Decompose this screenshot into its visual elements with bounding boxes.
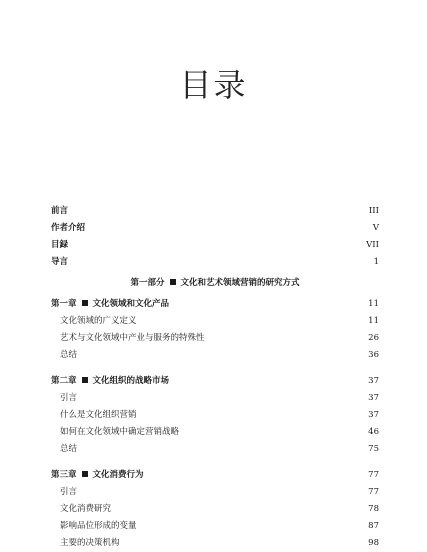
toc-entry-label: 导言 [51,257,69,267]
toc-section[interactable] [51,441,379,458]
toc-entry-preface[interactable] [51,203,379,220]
toc-section-label: 文化消费研究 [60,504,112,514]
toc-section[interactable] [51,518,379,535]
toc-section-label: 引言 [60,487,78,497]
toc-section[interactable] [51,484,379,501]
table-of-contents [51,203,379,552]
chapter-prefix: 第三章 [51,470,77,480]
chapter-title [51,296,169,313]
toc-section[interactable] [51,330,379,347]
toc-chapter-1[interactable] [51,296,379,313]
part-prefix: 第一部分 [130,278,165,288]
toc-entry-page: 75 [368,444,379,454]
toc-entry-page: 37 [368,376,379,386]
toc-section-label: 引言 [60,393,78,403]
square-bullet-icon [82,300,88,306]
toc-entry-contents[interactable] [51,237,379,254]
chapter-title [51,373,169,390]
toc-section[interactable] [51,390,379,407]
square-bullet-icon [82,471,88,477]
toc-entry-page: 11 [368,299,379,309]
toc-entry-page: 46 [368,427,379,437]
toc-entry-page: 36 [368,350,379,360]
chapter-name: 文化领域和文化产品 [92,299,170,309]
toc-entry-label: 作者介绍 [51,223,86,233]
toc-entry-page: 98 [368,538,379,548]
square-bullet-icon [82,377,88,383]
toc-section[interactable] [51,501,379,518]
toc-entry-page: 26 [368,333,379,343]
toc-section[interactable] [51,347,379,364]
chapter-name: 文化组织的战略市场 [92,376,170,386]
toc-entry-page: III [368,206,379,216]
toc-section[interactable] [51,535,379,552]
chapter-prefix: 第一章 [51,299,77,309]
toc-section-label: 什么是文化组织营销 [60,410,137,420]
toc-section-label: 总结 [60,350,78,360]
toc-entry-page: 77 [368,487,379,497]
toc-entry-page: VII [366,240,379,250]
toc-entry-introduction[interactable] [51,254,379,271]
toc-chapter-2[interactable] [51,373,379,390]
toc-section-label: 主要的决策机构 [60,538,120,548]
toc-section-label: 艺术与文化领域中产业与服务的特殊性 [60,333,205,343]
toc-section-label: 影响品位形成的变量 [60,521,137,531]
toc-section[interactable] [51,424,379,441]
toc-entry-label: 目録 [51,240,69,250]
toc-section-label: 总结 [60,444,78,454]
toc-entry-page: 37 [368,410,379,420]
part-heading [51,275,379,292]
toc-entry-page: 1 [373,257,379,267]
page-title: 目录 [179,66,248,104]
chapter-title [51,467,144,484]
toc-chapter-3[interactable] [51,467,379,484]
toc-section-label: 如何在文化领域中确定营销战略 [60,427,180,437]
toc-entry-label: 前言 [51,206,69,216]
toc-section[interactable] [51,313,379,330]
part-title: 文化和艺术领域营销的研究方式 [180,278,300,288]
toc-entry-page: 87 [368,521,379,531]
toc-section[interactable] [51,407,379,424]
toc-entry-page: 11 [368,316,379,326]
toc-entry-page: 37 [368,393,379,403]
square-bullet-icon [170,279,176,285]
toc-entry-authors[interactable] [51,220,379,237]
toc-section-label: 文化领域的广义定义 [60,316,137,326]
toc-entry-page: 77 [368,470,379,480]
toc-entry-page: V [372,223,379,233]
chapter-prefix: 第二章 [51,376,77,386]
toc-entry-page: 78 [368,504,379,514]
chapter-name: 文化消费行为 [92,470,144,480]
